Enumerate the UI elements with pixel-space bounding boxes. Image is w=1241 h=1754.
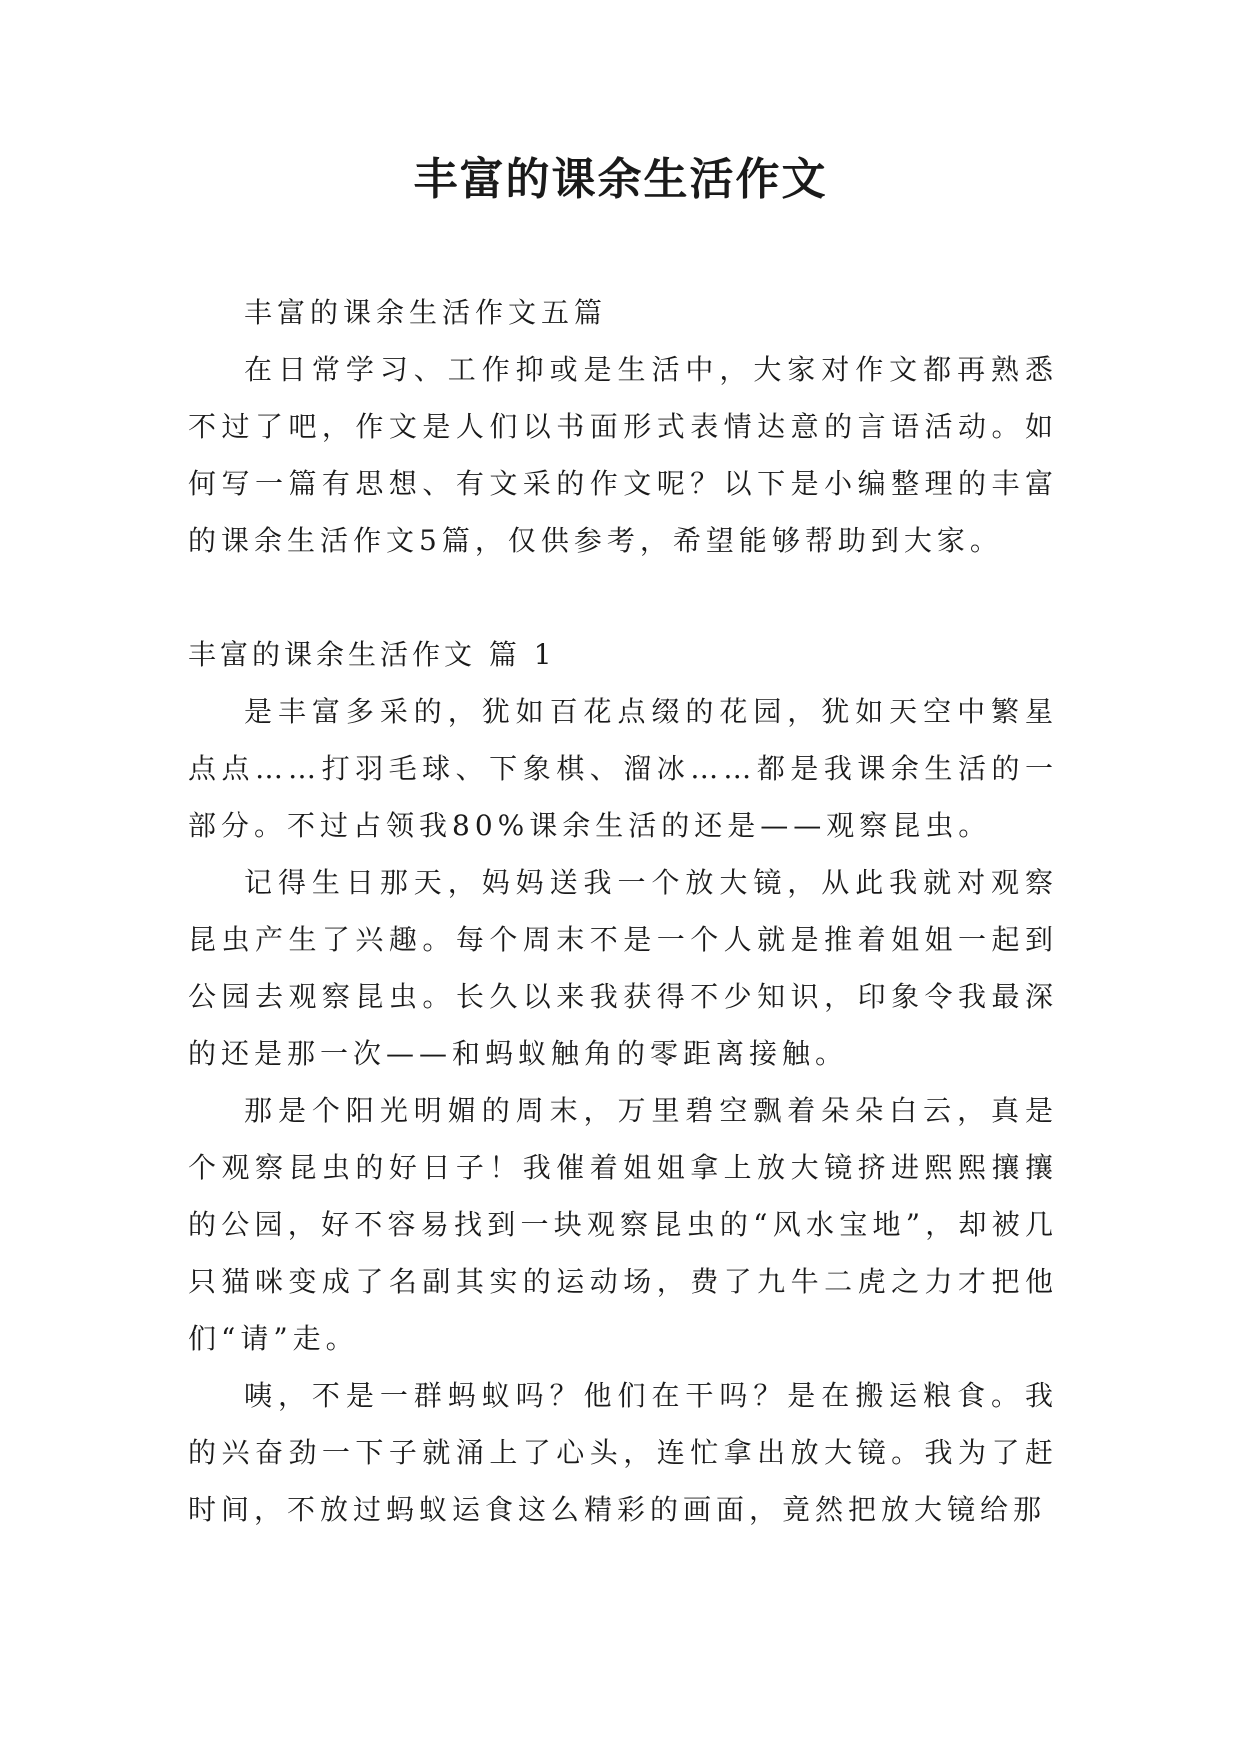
section-heading: 丰富的课余生活作文 篇 1 [188, 638, 556, 671]
body-paragraph: 咦，不是一群蚂蚁吗？他们在干吗？是在搬运粮食。我的兴奋劲一下子就涌上了心头，连忙拿出放大镜。我为了赶时间，不放过蚂蚁运食这么精彩的画面，竟然把放大镜给那 [188, 1379, 1058, 1526]
body-paragraph: 那是个阳光明媚的周末，万里碧空飘着朵朵白云，真是个观察昆虫的好日子！我催着姐姐拿上放大镜挤进熙熙攘攘的公园，好不容易找到一块观察昆虫的“风水宝地”，却被几只猫咪变成了名副其实的运动场，费了九牛二虎之力才把他们“请”走。 [188, 1094, 1058, 1355]
body-paragraph: 记得生日那天，妈妈送我一个放大镜，从此我就对观察昆虫产生了兴趣。每个周末不是一个人就是推着姐姐一起到公园去观察昆虫。长久以来我获得不少知识，印象令我最深的还是那一次——和蚂蚁触角的零距离接触。 [188, 866, 1058, 1070]
document-title: 丰富的课余生活作文 [413, 154, 828, 205]
intro-paragraph: 在日常学习、工作抑或是生活中，大家对作文都再熟悉不过了吧，作文是人们以书面形式表情达意的言语活动。如何写一篇有思想、有文采的作文呢？以下是小编整理的丰富的课余生活作文5篇，仅供参考，希望能够帮助到大家。 [188, 353, 1058, 557]
document-body [188, 284, 1058, 1538]
body-paragraph: 是丰富多采的，犹如百花点缀的花园，犹如天空中繁星点点……打羽毛球、下象棋、溜冰……都是我课余生活的一部分。不过占领我80%课余生活的还是——观察昆虫。 [188, 695, 1058, 842]
document-subtitle: 丰富的课余生活作文五篇 [244, 296, 608, 329]
